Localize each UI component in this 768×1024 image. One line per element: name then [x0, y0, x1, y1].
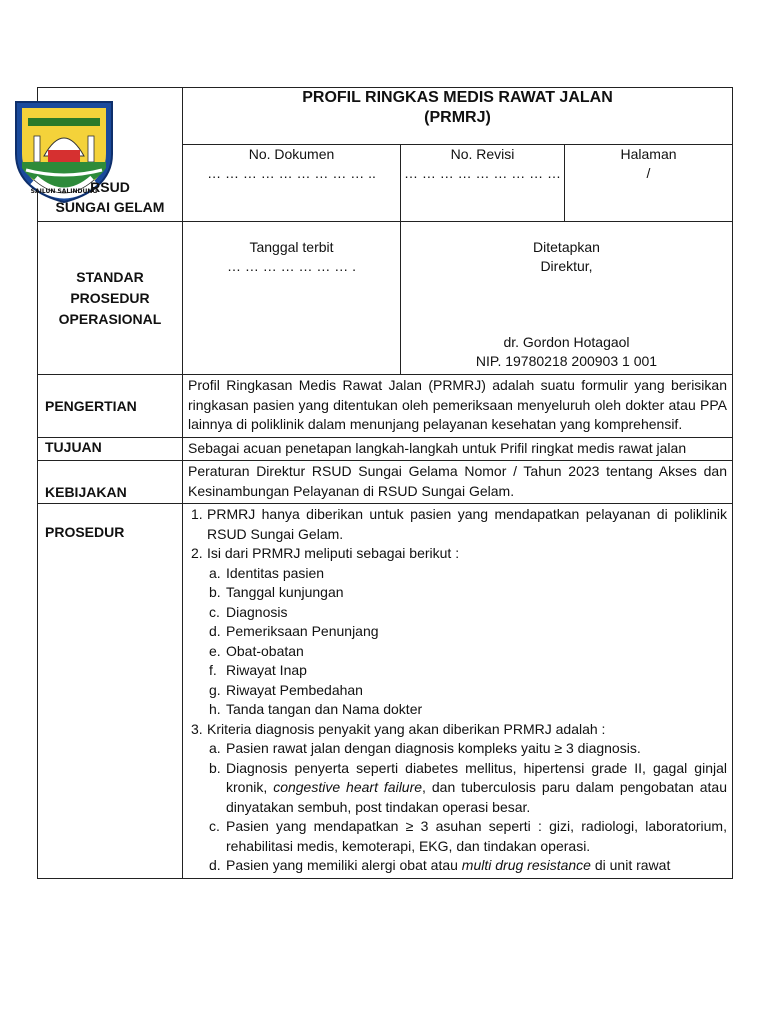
sop-document-table	[30, 87, 733, 879]
kebijakan-text: Peraturan Direktur RSUD Sungai Gelama Nomor / Tahun 2023 tentang Akses dan Kesinambungan Pelayanan di RSUD Sungai Gelam.	[183, 461, 733, 504]
list-item: b. Tanggal kunjungan	[209, 584, 344, 600]
list-item: 1. PRMRJ hanya diberikan untuk pasien yang mendapatkan pelayanan di poliklinik RSUD Sungai Gelam.	[191, 506, 727, 542]
list-item: d. Pasien yang memiliki alergi obat atau multi drug resistance di unit rawat	[209, 857, 671, 873]
hospital-name: RSUD SUNGAI GELAM	[55, 179, 165, 215]
tanggal-terbit-cell: Tanggal terbit … … … … … … … .	[183, 222, 401, 375]
ditetapkan-cell: Ditetapkan Direktur, dr. Gordon Hotagaol NIP. 19780218 200903 1 001	[401, 222, 733, 375]
list-item: f. Riwayat Inap	[209, 662, 307, 678]
list-item: a. Pasien rawat jalan dengan diagnosis kompleks yaitu ≥ 3 diagnosis.	[209, 740, 641, 756]
list-item: h. Tanda tangan dan Nama dokter	[209, 701, 423, 717]
list-item: c. Diagnosis	[209, 603, 288, 620]
sop-label-cell: STANDAR PROSEDUR OPERASIONAL	[38, 222, 183, 375]
document-title: PROFIL RINGKAS MEDIS RAWAT JALAN (PRMRJ)	[183, 88, 733, 145]
pengertian-label: PENGERTIAN	[38, 375, 183, 438]
halaman-cell: Halaman /	[565, 145, 733, 222]
list-item: g. Riwayat Pembedahan	[209, 681, 363, 698]
no-dokumen-cell: No. Dokumen … … … … … … … … … ..	[183, 145, 401, 222]
list-item: c. Pasien yang mendapatkan ≥ 3 asuhan seperti : gizi, radiologi, laboratorium, rehabilitasi medis, kemoterapi, EKG, dan tindakan operasi.	[209, 818, 727, 854]
signer-nip: NIP. 19780218 200903 1 001	[475, 353, 658, 369]
list-item: b. Diagnosis penyerta seperti diabetes mellitus, hipertensi grade II, gagal ginjal kronik, congestive heart failure, dan tuberculosis paru dalam pengobatan atau dinyatakan sembuh, post tindakan operasi besar.	[209, 759, 728, 815]
prosedur-list	[183, 504, 733, 879]
tujuan-label: TUJUAN	[38, 437, 183, 461]
list-item: 2. Isi dari PRMRJ meliputi sebagai berikut :	[191, 545, 460, 561]
hospital-identity-cell	[30, 88, 183, 222]
list-item: 3. Kriteria diagnosis penyakit yang akan diberikan PRMRJ adalah :	[191, 720, 606, 737]
svg-text:SAILUN SALINDUNG: SAILUN SALINDUNG	[30, 188, 98, 195]
prosedur-label: PROSEDUR	[38, 504, 183, 879]
list-item: e. Obat-obatan	[209, 642, 304, 659]
signer-name: dr. Gordon Hotagaol	[503, 334, 630, 350]
kebijakan-label: KEBIJAKAN	[38, 461, 183, 504]
pengertian-text: Profil Ringkasan Medis Rawat Jalan (PRMRJ) adalah suatu formulir yang berisikan ringkasan pasien yang ditentukan oleh pemeriksaan menyeluruh oleh dokter atau PPA lainnya di poliklinik dalam menunjang pelayanan kesehatan yang komprehensif.	[183, 375, 733, 438]
no-revisi-cell: No. Revisi … … … … … … … … …	[401, 145, 565, 222]
list-item: d. Pemeriksaan Penunjang	[209, 623, 379, 639]
tujuan-text: Sebagai acuan penetapan langkah-langkah untuk Prifil ringkat medis rawat jalan	[183, 437, 733, 461]
list-item: a. Identitas pasien	[209, 564, 325, 581]
